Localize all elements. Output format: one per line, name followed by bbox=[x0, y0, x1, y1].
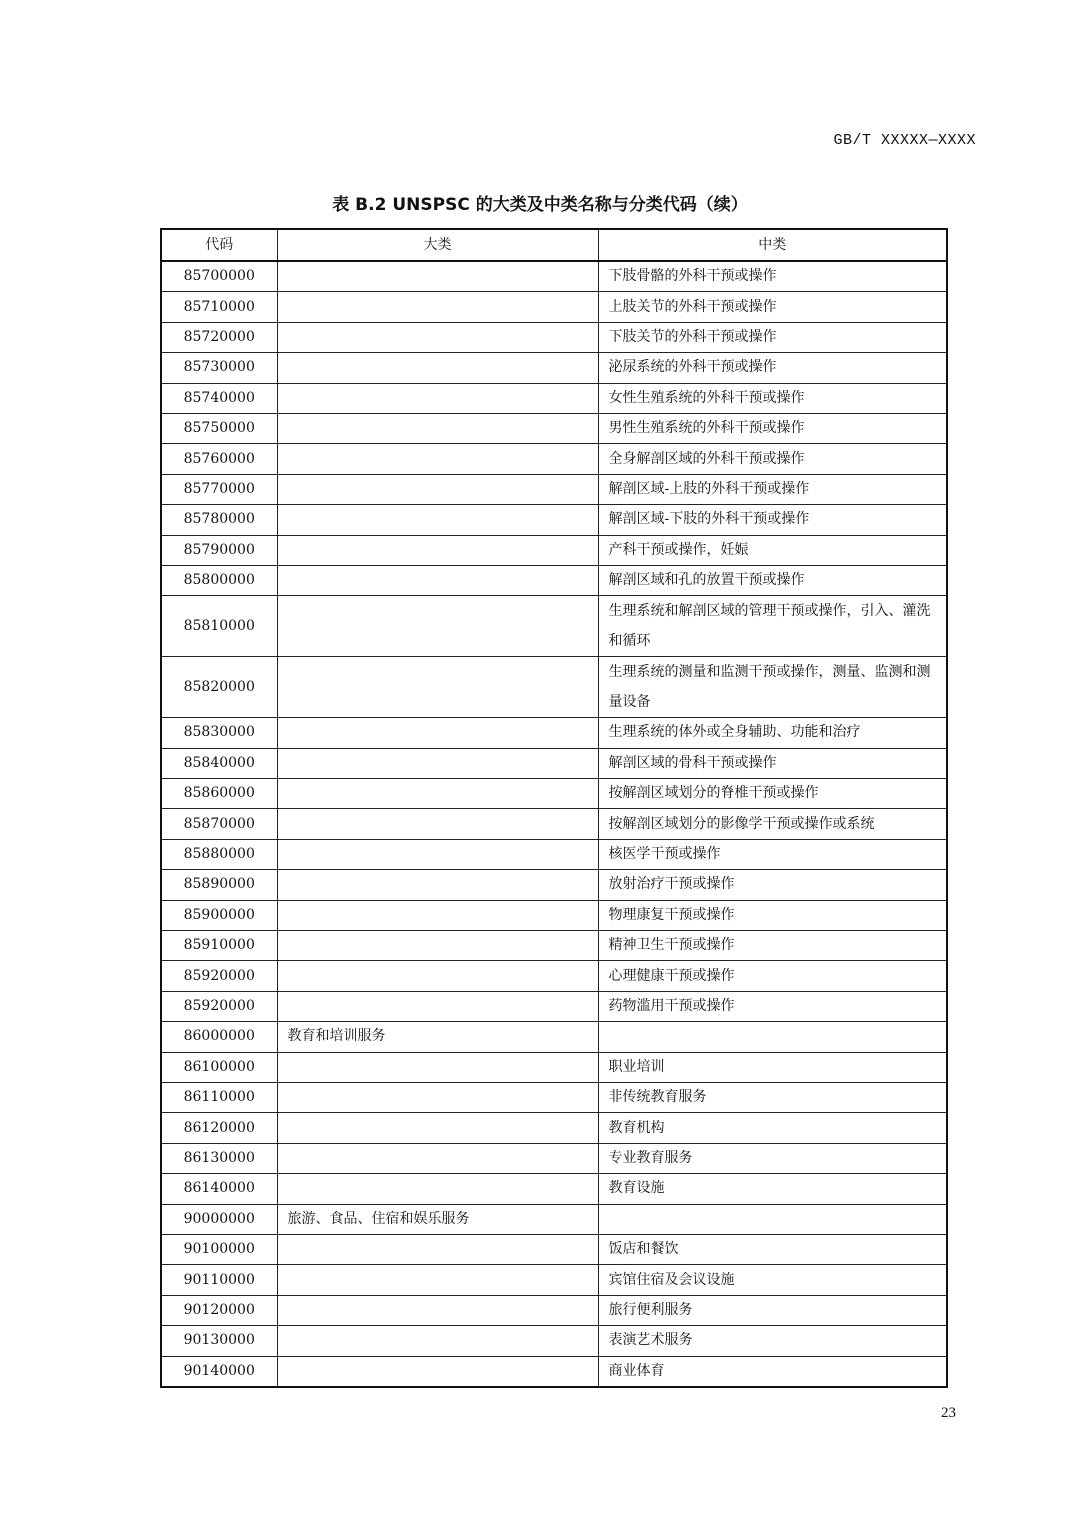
cell-code: 85890000 bbox=[161, 870, 277, 900]
cell-code: 86140000 bbox=[161, 1174, 277, 1204]
table-row bbox=[161, 870, 947, 900]
cell-major bbox=[277, 1113, 598, 1143]
table-row bbox=[161, 1356, 947, 1387]
table-row bbox=[161, 1143, 947, 1173]
cell-code: 85820000 bbox=[161, 657, 277, 718]
cell-middle: 旅行便利服务 bbox=[598, 1295, 947, 1325]
table-header-row bbox=[161, 229, 947, 261]
cell-middle: 表演艺术服务 bbox=[598, 1326, 947, 1356]
table-row bbox=[161, 1234, 947, 1264]
table-row bbox=[161, 1022, 947, 1052]
cell-major bbox=[277, 322, 598, 352]
cell-code: 90140000 bbox=[161, 1356, 277, 1387]
table-row bbox=[161, 444, 947, 474]
table-row bbox=[161, 900, 947, 930]
cell-major bbox=[277, 870, 598, 900]
table-row bbox=[161, 839, 947, 869]
cell-code: 85900000 bbox=[161, 900, 277, 930]
cell-major bbox=[277, 748, 598, 778]
table-row bbox=[161, 1265, 947, 1295]
table-row bbox=[161, 1326, 947, 1356]
cell-middle: 按解剖区域划分的影像学干预或操作或系统 bbox=[598, 809, 947, 839]
cell-middle: 解剖区域-下肢的外科干预或操作 bbox=[598, 505, 947, 535]
cell-middle: 宾馆住宿及会议设施 bbox=[598, 1265, 947, 1295]
cell-middle: 按解剖区域划分的脊椎干预或操作 bbox=[598, 779, 947, 809]
classification-table bbox=[160, 228, 948, 1388]
cell-middle: 解剖区域和孔的放置干预或操作 bbox=[598, 565, 947, 595]
cell-code: 85880000 bbox=[161, 839, 277, 869]
cell-code: 85730000 bbox=[161, 353, 277, 383]
table-row bbox=[161, 931, 947, 961]
table-row bbox=[161, 1082, 947, 1112]
cell-middle: 教育设施 bbox=[598, 1174, 947, 1204]
table-row bbox=[161, 1174, 947, 1204]
table-row bbox=[161, 779, 947, 809]
table-row bbox=[161, 1052, 947, 1082]
cell-middle: 商业体育 bbox=[598, 1356, 947, 1387]
cell-major bbox=[277, 505, 598, 535]
cell-code: 85700000 bbox=[161, 261, 277, 292]
cell-code: 86130000 bbox=[161, 1143, 277, 1173]
cell-middle: 生理系统和解剖区域的管理干预或操作，引入、灌洗和循环 bbox=[598, 596, 947, 657]
cell-middle bbox=[598, 1204, 947, 1234]
cell-code: 85810000 bbox=[161, 596, 277, 657]
cell-major: 教育和培训服务 bbox=[277, 1022, 598, 1052]
cell-major bbox=[277, 353, 598, 383]
cell-major bbox=[277, 931, 598, 961]
cell-middle: 教育机构 bbox=[598, 1113, 947, 1143]
cell-middle: 生理系统的体外或全身辅助、功能和治疗 bbox=[598, 718, 947, 748]
table-row bbox=[161, 657, 947, 718]
cell-middle: 解剖区域的骨科干预或操作 bbox=[598, 748, 947, 778]
cell-major bbox=[277, 413, 598, 443]
standard-number: GB/T XXXXX—XXXX bbox=[833, 132, 976, 149]
header-middle: 中类 bbox=[598, 229, 947, 261]
cell-middle bbox=[598, 1022, 947, 1052]
cell-code: 90000000 bbox=[161, 1204, 277, 1234]
table-body bbox=[161, 261, 947, 1387]
cell-middle: 生理系统的测量和监测干预或操作，测量、监测和测量设备 bbox=[598, 657, 947, 718]
cell-major bbox=[277, 292, 598, 322]
cell-middle: 非传统教育服务 bbox=[598, 1082, 947, 1112]
cell-code: 85740000 bbox=[161, 383, 277, 413]
cell-middle: 下肢骨骼的外科干预或操作 bbox=[598, 261, 947, 292]
table-title: 表 B.2 UNSPSC 的大类及中类名称与分类代码（续） bbox=[332, 195, 748, 215]
cell-middle: 泌尿系统的外科干预或操作 bbox=[598, 353, 947, 383]
cell-code: 85920000 bbox=[161, 961, 277, 991]
table-row bbox=[161, 1113, 947, 1143]
cell-code: 85720000 bbox=[161, 322, 277, 352]
table-row bbox=[161, 322, 947, 352]
cell-code: 86120000 bbox=[161, 1113, 277, 1143]
cell-middle: 放射治疗干预或操作 bbox=[598, 870, 947, 900]
header-code: 代码 bbox=[161, 229, 277, 261]
cell-major bbox=[277, 1143, 598, 1173]
table-row bbox=[161, 1295, 947, 1325]
cell-code: 85790000 bbox=[161, 535, 277, 565]
cell-middle: 核医学干预或操作 bbox=[598, 839, 947, 869]
table-row bbox=[161, 1204, 947, 1234]
table-row bbox=[161, 292, 947, 322]
cell-middle: 职业培训 bbox=[598, 1052, 947, 1082]
cell-middle: 产科干预或操作，妊娠 bbox=[598, 535, 947, 565]
cell-middle: 药物滥用干预或操作 bbox=[598, 991, 947, 1021]
cell-code: 90110000 bbox=[161, 1265, 277, 1295]
cell-major bbox=[277, 261, 598, 292]
table-row bbox=[161, 596, 947, 657]
cell-middle: 心理健康干预或操作 bbox=[598, 961, 947, 991]
table-row bbox=[161, 748, 947, 778]
page-number: 23 bbox=[941, 1405, 956, 1421]
cell-code: 85840000 bbox=[161, 748, 277, 778]
cell-code: 86100000 bbox=[161, 1052, 277, 1082]
cell-middle: 饭店和餐饮 bbox=[598, 1234, 947, 1264]
cell-code: 85860000 bbox=[161, 779, 277, 809]
cell-major bbox=[277, 565, 598, 595]
cell-middle: 女性生殖系统的外科干预或操作 bbox=[598, 383, 947, 413]
cell-code: 86000000 bbox=[161, 1022, 277, 1052]
cell-major bbox=[277, 444, 598, 474]
cell-major bbox=[277, 1082, 598, 1112]
cell-major bbox=[277, 991, 598, 1021]
table-row bbox=[161, 991, 947, 1021]
cell-major bbox=[277, 657, 598, 718]
table-row bbox=[161, 505, 947, 535]
cell-major bbox=[277, 1052, 598, 1082]
table-row bbox=[161, 413, 947, 443]
cell-code: 85750000 bbox=[161, 413, 277, 443]
cell-code: 85710000 bbox=[161, 292, 277, 322]
cell-middle: 下肢关节的外科干预或操作 bbox=[598, 322, 947, 352]
cell-code: 86110000 bbox=[161, 1082, 277, 1112]
cell-code: 90120000 bbox=[161, 1295, 277, 1325]
cell-code: 85830000 bbox=[161, 718, 277, 748]
cell-major bbox=[277, 718, 598, 748]
cell-middle: 专业教育服务 bbox=[598, 1143, 947, 1173]
cell-major bbox=[277, 779, 598, 809]
cell-code: 85760000 bbox=[161, 444, 277, 474]
cell-major bbox=[277, 809, 598, 839]
cell-code: 85770000 bbox=[161, 474, 277, 504]
cell-code: 90130000 bbox=[161, 1326, 277, 1356]
table-row bbox=[161, 353, 947, 383]
cell-middle: 男性生殖系统的外科干预或操作 bbox=[598, 413, 947, 443]
cell-middle: 上肢关节的外科干预或操作 bbox=[598, 292, 947, 322]
cell-code: 85780000 bbox=[161, 505, 277, 535]
cell-major: 旅游、食品、住宿和娱乐服务 bbox=[277, 1204, 598, 1234]
table-row bbox=[161, 809, 947, 839]
table-row bbox=[161, 383, 947, 413]
cell-major bbox=[277, 1174, 598, 1204]
cell-major bbox=[277, 839, 598, 869]
cell-middle: 解剖区域-上肢的外科干预或操作 bbox=[598, 474, 947, 504]
cell-major bbox=[277, 1326, 598, 1356]
cell-major bbox=[277, 900, 598, 930]
table-row bbox=[161, 474, 947, 504]
cell-major bbox=[277, 1234, 598, 1264]
table-row bbox=[161, 565, 947, 595]
table-row bbox=[161, 718, 947, 748]
cell-major bbox=[277, 474, 598, 504]
cell-major bbox=[277, 1265, 598, 1295]
table-row bbox=[161, 535, 947, 565]
cell-code: 85910000 bbox=[161, 931, 277, 961]
cell-code: 85920000 bbox=[161, 991, 277, 1021]
cell-major bbox=[277, 535, 598, 565]
cell-major bbox=[277, 596, 598, 657]
cell-middle: 物理康复干预或操作 bbox=[598, 900, 947, 930]
cell-middle: 精神卫生干预或操作 bbox=[598, 931, 947, 961]
table-row bbox=[161, 261, 947, 292]
header-major: 大类 bbox=[277, 229, 598, 261]
table-row bbox=[161, 961, 947, 991]
cell-major bbox=[277, 383, 598, 413]
cell-major bbox=[277, 1356, 598, 1387]
cell-middle: 全身解剖区域的外科干预或操作 bbox=[598, 444, 947, 474]
cell-major bbox=[277, 961, 598, 991]
cell-code: 85870000 bbox=[161, 809, 277, 839]
cell-code: 85800000 bbox=[161, 565, 277, 595]
cell-code: 90100000 bbox=[161, 1234, 277, 1264]
cell-major bbox=[277, 1295, 598, 1325]
